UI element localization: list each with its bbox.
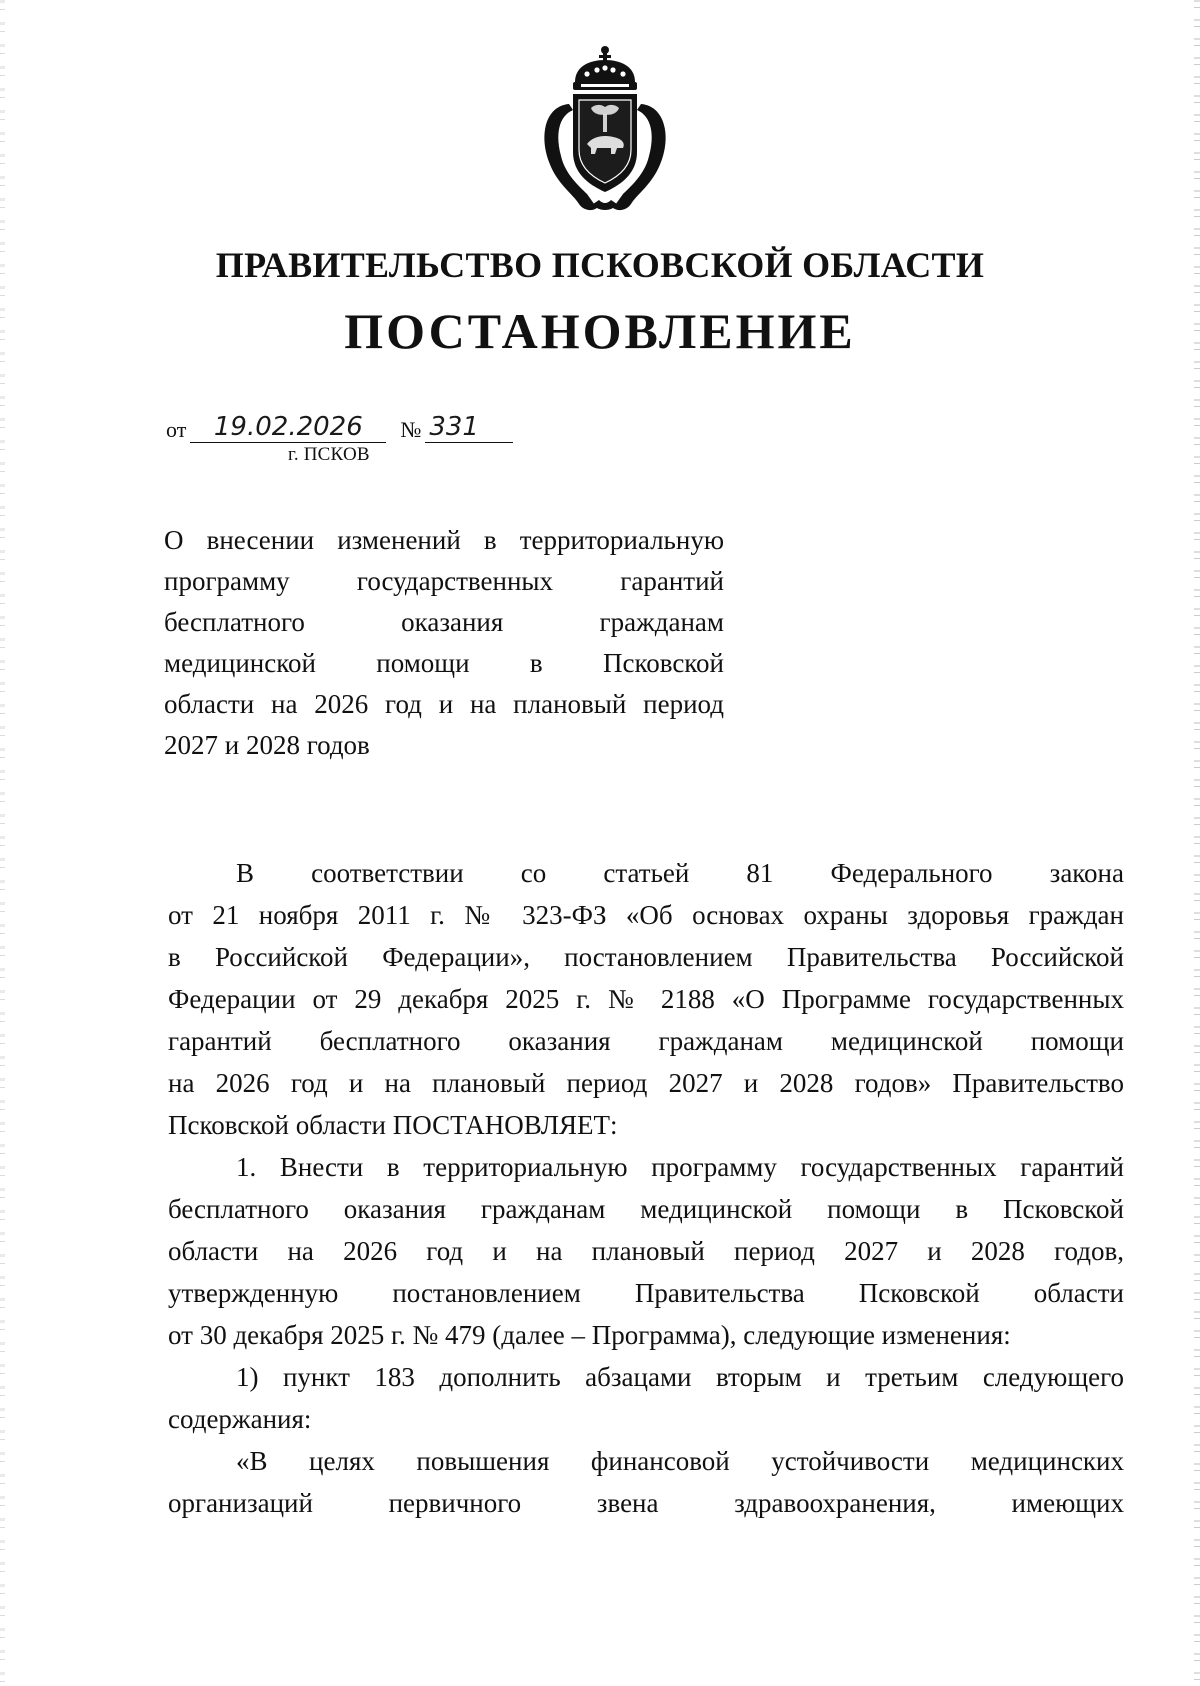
body-line: от 30 декабря 2025 г. № 479 (далее – Программа), следующие изменения: [168, 1320, 1011, 1350]
body-line: в Российской Федерации», постановлением Правительства Российской [168, 942, 1124, 972]
body-line: на 2026 год и на плановый период 2027 и 2028 годов» Правительство [168, 1068, 1124, 1098]
subject-line: программу государственных гарантий [164, 566, 724, 596]
date-label: от [166, 417, 187, 442]
body-line: 1) пункт 183 дополнить абзацами вторым и третьим следующего [236, 1362, 1124, 1392]
document-meta-row [166, 412, 513, 443]
city-label: г. ПСКОВ [288, 444, 370, 465]
body-line: В соответствии со статьей 81 Федерального закона [236, 858, 1124, 888]
number-label: № [400, 417, 422, 442]
body-line: содержания: [168, 1404, 312, 1434]
government-title: ПРАВИТЕЛЬСТВО ПСКОВСКОЙ ОБЛАСТИ [215, 245, 985, 285]
subject-line: бесплатного оказания гражданам [164, 607, 724, 637]
body-line: Федерации от 29 декабря 2025 г. № 2188 «О Программе государственных [168, 984, 1124, 1014]
subject-line: медицинской помощи в Псковской [164, 648, 724, 678]
body-line: Псковской области ПОСТАНОВЛЯЕТ: [168, 1110, 618, 1140]
body-line: утвержденную постановлением Правительства Псковской области [168, 1278, 1124, 1308]
subject-line: области на 2026 год и на плановый период [164, 689, 724, 719]
body-line: гарантий бесплатного оказания гражданам медицинской помощи [168, 1026, 1124, 1056]
subject-line: 2027 и 2028 годов [164, 730, 370, 760]
subject-line: О внесении изменений в территориальную [164, 525, 724, 555]
body-line: организаций первичного звена здравоохранения, имеющих [168, 1488, 1124, 1518]
body-line: области на 2026 год и на плановый период 2027 и 2028 годов, [168, 1236, 1124, 1266]
body-line: «В целях повышения финансовой устойчивости медицинских [236, 1446, 1124, 1476]
body-line: от 21 ноября 2011 г. № 323-ФЗ «Об основах охраны здоровья граждан [168, 900, 1124, 930]
handwritten-date: 19.02.2026 [190, 412, 386, 443]
document-subject [164, 520, 724, 766]
pskov-coat-of-arms-icon [535, 44, 675, 216]
document-type-title: ПОСТАНОВЛЕНИЕ [344, 303, 856, 359]
body-line: 1. Внести в территориальную программу государственных гарантий [236, 1152, 1124, 1182]
document-body [168, 852, 1124, 1524]
handwritten-number: 331 [425, 412, 513, 443]
body-line: бесплатного оказания гражданам медицинской помощи в Псковской [168, 1194, 1124, 1224]
